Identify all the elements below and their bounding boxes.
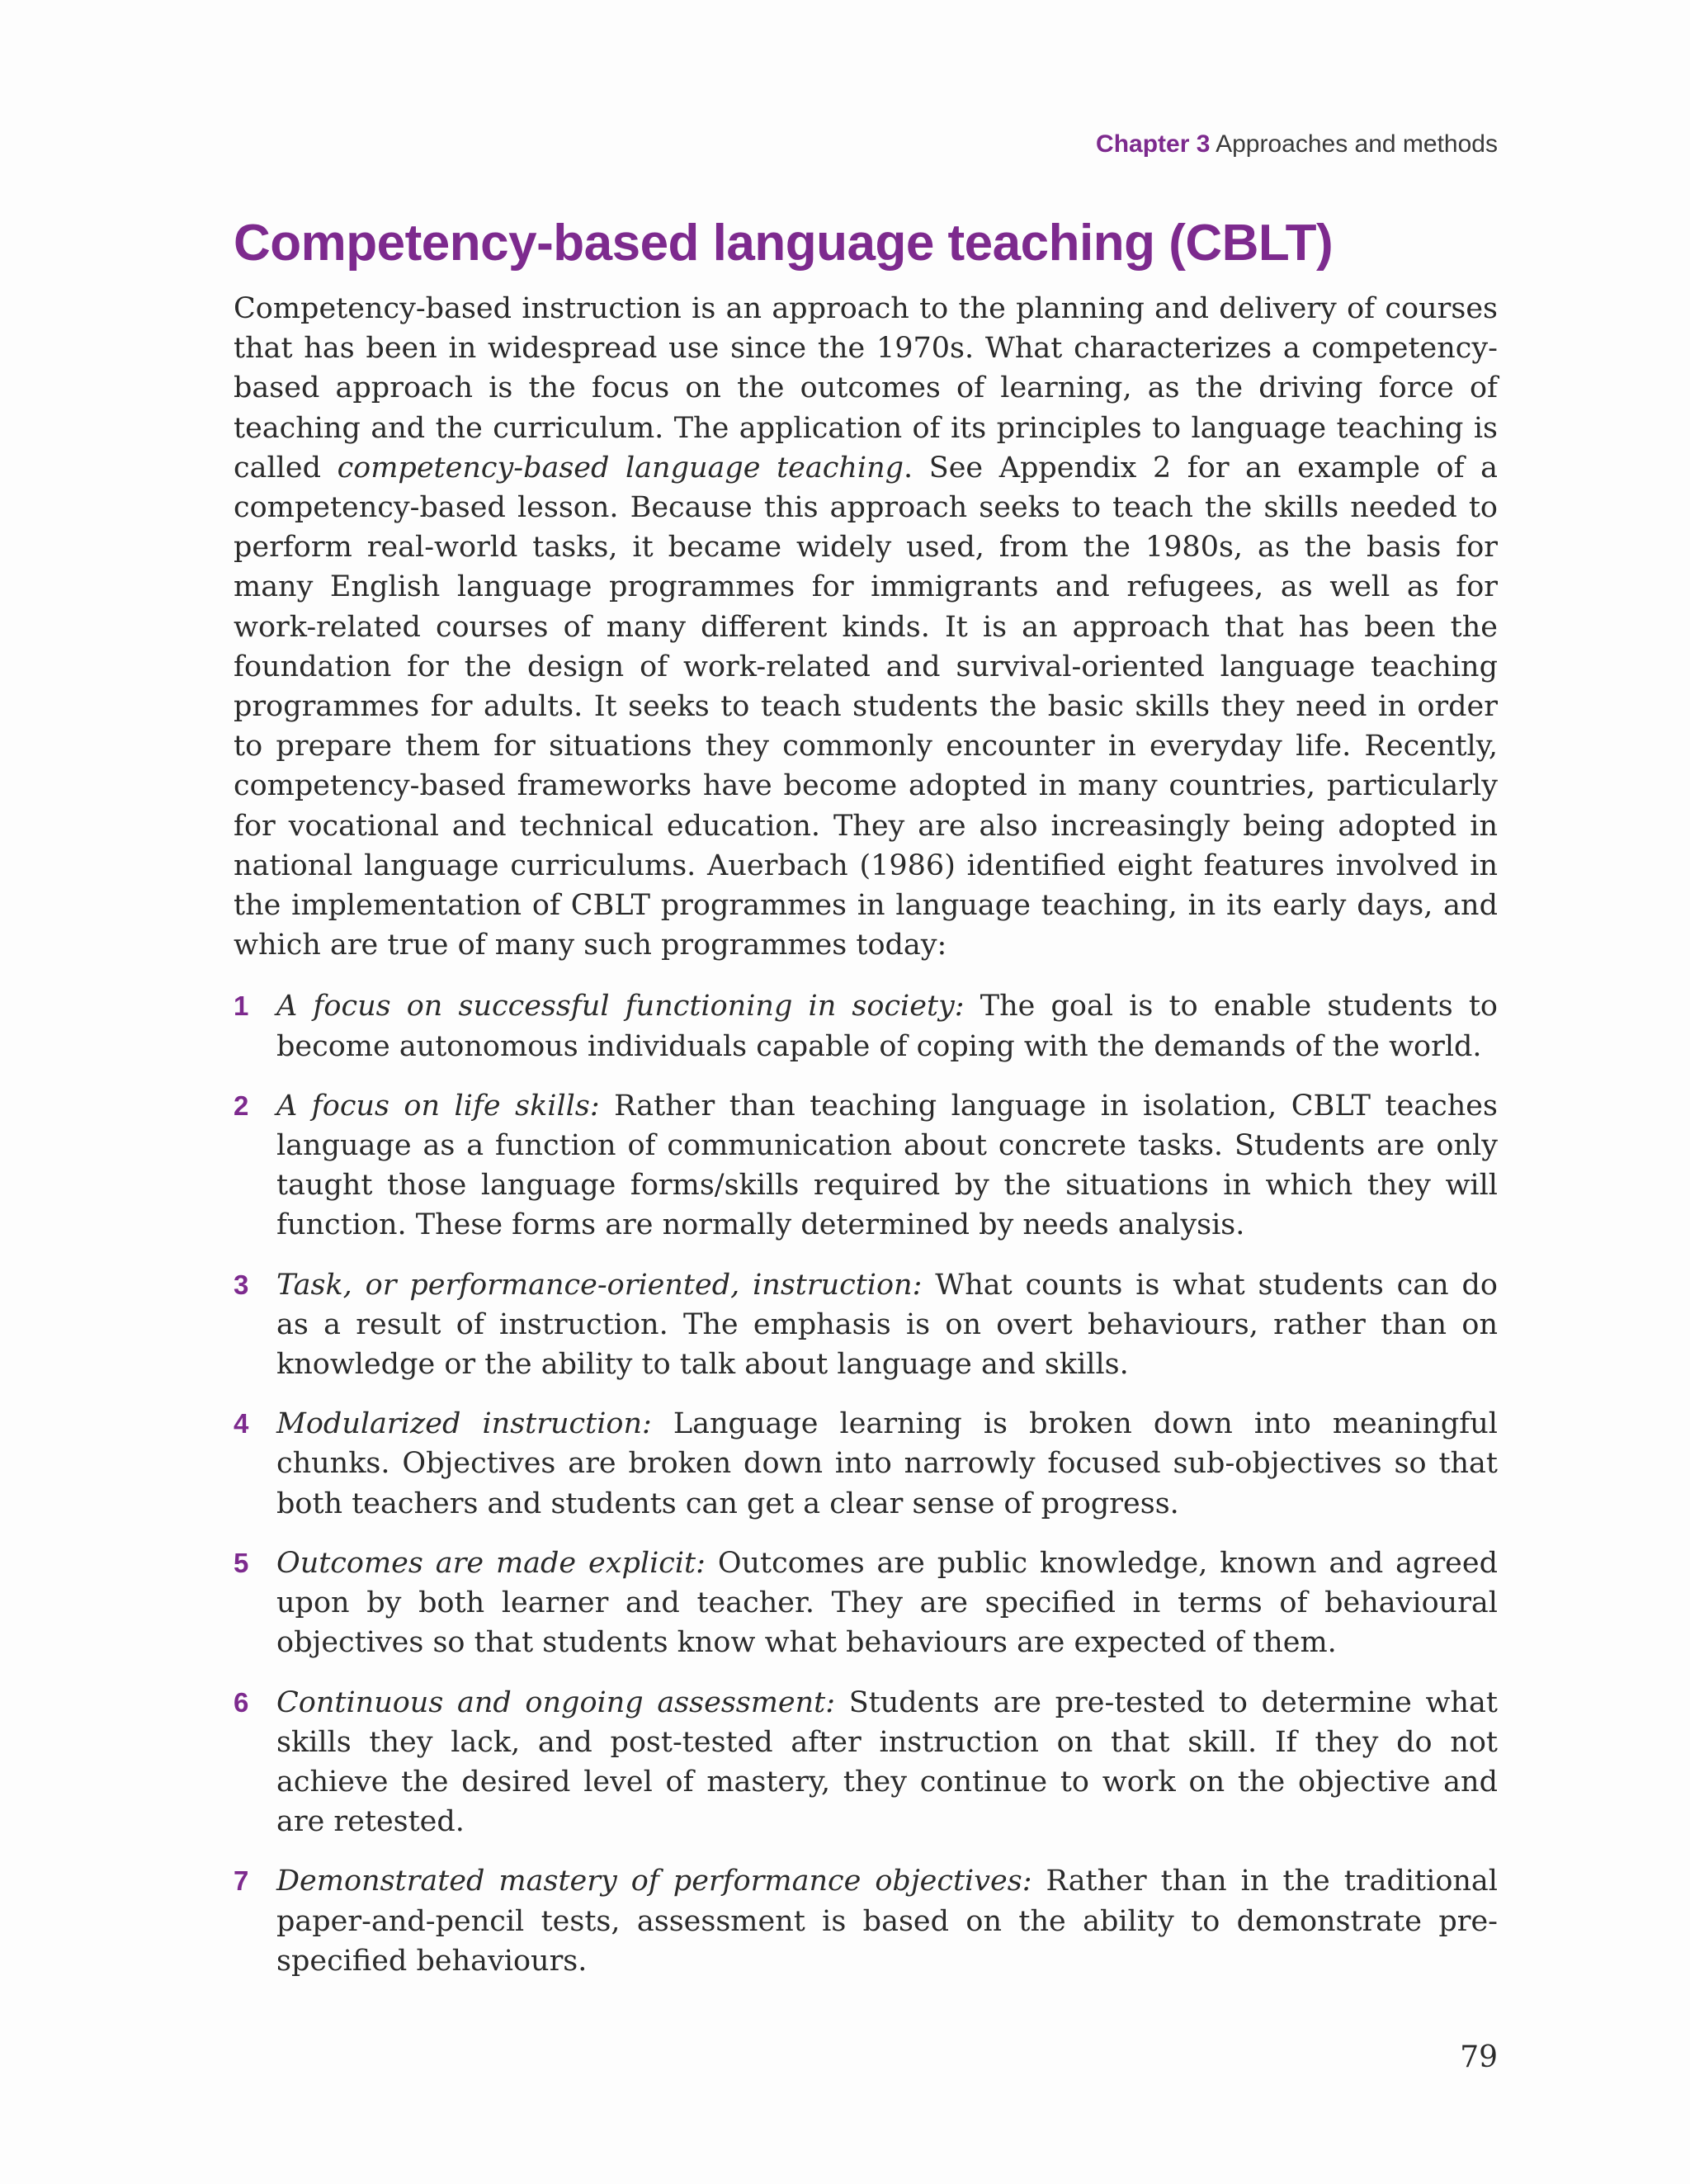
list-item-term: Task, or performance-oriented, instruction:: [276, 1268, 923, 1302]
list-item-number: 3: [234, 1269, 249, 1300]
intro-text-part-1: Competency-based instruction is an approach to the planning and delivery of courses that has been in widespread use since the 1970s. What characterizes a competency-based approach is the focus on the outcomes of learning, as the driving force of teaching and the curriculum. The application of its principles to language teaching is called: [234, 292, 1498, 485]
list-item-term: Continuous and ongoing assessment:: [276, 1685, 836, 1719]
list-item-text: The goal is to enable students to become autonomous individuals capable of coping with the demands of the world.: [276, 990, 1498, 1063]
list-item-text: Rather than teaching language in isolation, CBLT teaches language as a function of communication about concrete tasks. Students are only taught those language forms/skills required by the situations in which they will function. These forms are normally determined by needs analysis.: [276, 1089, 1498, 1242]
intro-paragraph: [234, 289, 1498, 965]
running-head-section: Approaches and methods: [1216, 130, 1498, 158]
feature-list: [234, 986, 1498, 1980]
book-page: [234, 0, 1498, 2184]
running-head-chapter: Chapter 3: [1096, 130, 1211, 158]
list-item-text: Students are pre-tested to determine what skills they lack, and post-tested after instruction on that skill. If they do not achieve the desired level of mastery, they continue to work on the objective and are retested.: [276, 1685, 1498, 1839]
list-item: [234, 1543, 1498, 1663]
list-item: [234, 1683, 1498, 1842]
list-item-term: A focus on life skills:: [276, 1089, 600, 1123]
list-item: [234, 1861, 1498, 1981]
list-item-text: Outcomes are public knowledge, known and agreed upon by both learner and teacher. They are specified in terms of behavioural objectives so that students know what behaviours are expected of them.: [276, 1546, 1499, 1660]
list-item: [234, 1265, 1498, 1385]
intro-italic-term: competency-based language teaching: [337, 451, 904, 485]
list-item-number: 5: [234, 1547, 249, 1578]
body-text: [234, 289, 1498, 2001]
list-item-number: 4: [234, 1408, 249, 1439]
list-item-text: Rather than in the traditional paper-and-pencil tests, assessment is based on the ability to demonstrate pre-specified behaviours.: [276, 1865, 1498, 1978]
list-item-number: 7: [234, 1865, 249, 1897]
list-item: [234, 986, 1498, 1066]
list-item-term: Outcomes are made explicit:: [276, 1546, 706, 1580]
page-number: 79: [1460, 2040, 1498, 2074]
list-item-number: 2: [234, 1090, 249, 1121]
section-title: Competency-based language teaching (CBLT): [234, 215, 1334, 272]
list-item-number: 1: [234, 990, 249, 1022]
list-item-text: What counts is what students can do as a result of instruction. The emphasis is on overt behaviours, rather than on knowledge or the ability to talk about language and skills.: [276, 1268, 1499, 1382]
intro-text-part-2: . See Appendix 2 for an example of a competency-based lesson. Because this approach seeks to teach the skills needed to perform real-world tasks, it became widely used, from the 1980s, as the basis for many English language programmes for immigrants and refugees, as well as for work-related courses of many different kinds. It is an approach that has been the foundation for the design of work-related and survival-oriented language teaching programmes for adults. It seeks to teach students the basic skills they need in order to prepare them for situations they commonly encounter in everyday life. Recently, competency-based frameworks have become adopted in many countries, particularly for vocational and technical education. They are also increasingly being adopted in national language curriculums. Auerbach (1986) identified eight features involved in the implementation of CBLT programmes in language teaching, in its early days, and which are true of many such programmes today:: [234, 451, 1498, 962]
list-item-term: Demonstrated mastery of performance objectives:: [276, 1865, 1032, 1898]
list-item-text: Language learning is broken down into meaningful chunks. Objectives are broken down into narrowly focused sub-objectives so that both teachers and students can get a clear sense of progress.: [276, 1407, 1498, 1520]
list-item-number: 6: [234, 1686, 249, 1718]
list-item-term: Modularized instruction:: [276, 1407, 652, 1441]
list-item: [234, 1086, 1498, 1246]
running-head: [1096, 126, 1498, 163]
list-item: [234, 1404, 1498, 1524]
list-item-term: A focus on successful functioning in society:: [276, 990, 965, 1023]
